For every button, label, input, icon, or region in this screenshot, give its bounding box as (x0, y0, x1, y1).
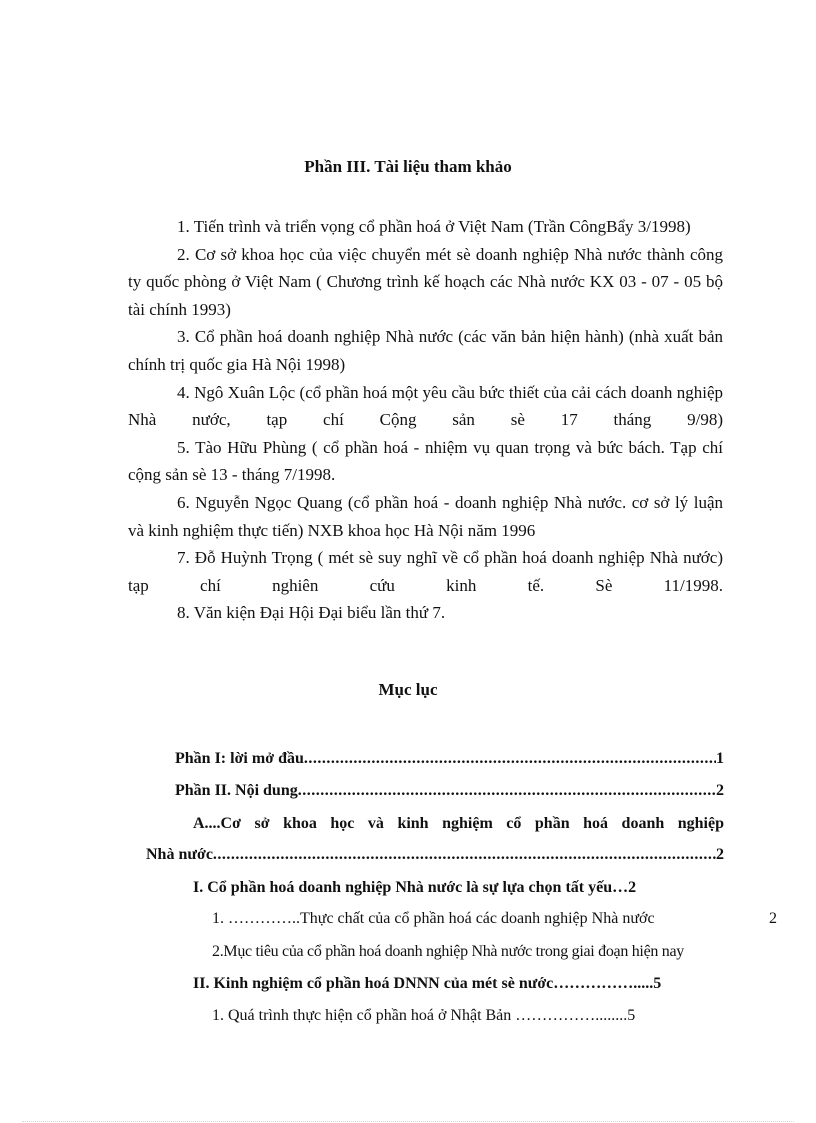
reference-item: 6. Nguyễn Ngọc Quang (cổ phần hoá - doanh nghiệp Nhà nước. cơ sở lý luận và kinh nghiệm thực tiến) NXB khoa học Hà Nội năm 1996 (128, 492, 723, 540)
toc-entry-text: 1. …………..Thực chất của cổ phần hoá các doanh nghiệp Nhà nước (212, 910, 655, 927)
reference-item: 5. Tào Hữu Phùng ( cổ phần hoá - nhiệm vụ quan trọng và bức bách. Tạp chí cộng sản sè 13 - tháng 7/1998. (128, 437, 723, 485)
toc-entry (175, 747, 724, 771)
reference-item: 1. Tiến trình và triển vọng cổ phần hoá ở Việt Nam (Trần CôngBẩy 3/1998) (177, 217, 691, 236)
toc-entry (212, 1004, 635, 1028)
toc-entry-page: ........5 (595, 1007, 636, 1024)
reference-item: 7. Đỗ Huỳnh Trọng ( mét sè suy nghĩ về cổ phần hoá doanh nghiệp Nhà nước) tạp chí nghiên cứu kinh tế. Sè 11/1998. (128, 548, 723, 595)
reference-item: 8. Văn kiện Đại Hội Đại biểu lần thứ 7. (177, 603, 446, 623)
toc-entry-page: 2 (769, 910, 777, 927)
toc-entry-text: Phần II. Nội dung (175, 782, 298, 799)
toc-entry-text: 1. Quá trình thực hiện cổ phần hoá ở Nhật Bản …………… (212, 1007, 596, 1024)
toc-title: Mục lục (378, 680, 438, 699)
toc-entry-page: 2 (716, 846, 724, 863)
toc-entry-page: 1 (716, 750, 724, 767)
toc-entry: I. Cổ phần hoá doanh nghiệp Nhà nước là sự lựa chọn tất yếu…2 (193, 879, 637, 896)
toc-entry-line: A....Cơ sở khoa học và kinh nghiệm cổ phần hoá doanh nghiệp (193, 815, 724, 832)
toc-leader (298, 779, 716, 803)
references-title: Phần III. Tài liệu tham khảo (304, 157, 512, 176)
toc-leader (213, 843, 716, 867)
reference-item: 2. Cơ sở khoa học của việc chuyển mét sè doanh nghiệp Nhà nước thành công ty quốc phòng ở Việt Nam ( Chương trình kế hoạch các Nhà nước KX 03 - 07 - 05 bộ tài chính 1993) (128, 244, 723, 319)
toc-entry (193, 972, 661, 996)
toc-entry (175, 779, 724, 803)
reference-item: 4. Ngô Xuân Lộc (cổ phần hoá một yêu cầu bức thiết của cải cách doanh nghiệp Nhà nước, tạp chí Cộng sản sè 17 tháng 9/98) (128, 382, 723, 430)
toc-entry: 2.Mục tiêu của cổ phần hoá doanh nghiệp Nhà nước trong giai đoạn hiện nay (212, 943, 684, 960)
page-bottom-rule (22, 1121, 794, 1122)
toc-leader (304, 747, 716, 771)
toc-entry-text: Phần I: lời mở đầu (175, 750, 304, 767)
toc-entry-text: Nhà nước (146, 846, 213, 863)
reference-item: 3. Cổ phần hoá doanh nghiệp Nhà nước (các văn bản hiện hành) (nhà xuất bản chính trị quốc gia Hà Nội 1998) (128, 327, 723, 374)
reference-list (128, 213, 723, 627)
toc-entry-page: .....5 (633, 975, 662, 992)
toc-entry (146, 843, 724, 867)
toc-entry-text: II. Kinh nghiệm cổ phần hoá DNNN của mét sè nước…………… (193, 975, 634, 992)
toc-entry-page: 2 (716, 782, 724, 799)
